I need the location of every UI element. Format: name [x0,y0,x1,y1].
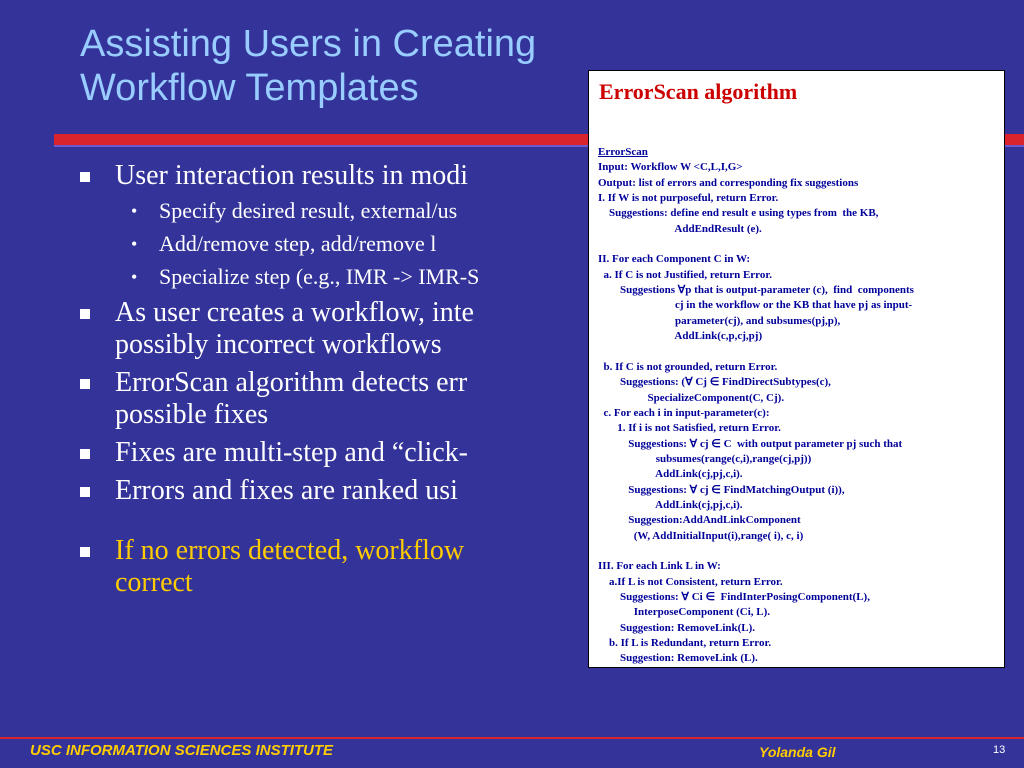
algo-line: Suggestions ∀p that is output-parameter (c), find components [620,284,914,297]
bullet-text: If no errors detected, workflow [115,535,465,566]
algo-line: AddLink(c,p,cj,pj) [674,330,763,343]
footer-institute: USC INFORMATION SCIENCES INSTITUTE [30,742,334,759]
dot-bullet-icon: • [131,267,138,287]
algo-line: Suggestions: ∀ cj ∈ C with output parameter pj such that [628,437,903,450]
dot-bullet-icon: • [131,234,138,254]
algo-line: Suggestions: ∀ cj ∈ FindMatchingOutput (i)), [628,483,845,496]
square-bullet-icon [80,449,90,459]
square-bullet-icon [80,487,90,497]
algo-line: c. For each i in input-parameter(c): [603,406,770,419]
algo-line: II. For each Component C in W: [598,253,751,266]
algo-line: (W, AddInitialInput(i),range( i), c, i) [633,529,804,542]
square-bullet-icon [80,309,90,319]
algo-line: 1. If i is not Satisfied, return Error. [617,422,781,435]
algo-line: AddLink(cj,pj,c,i). [655,498,743,511]
algo-line: AddLink(cj,pj,c,i). [655,468,743,481]
algo-line: Suggestions: define end result e using types from the KB, [609,207,879,220]
algo-line: SpecializeComponent(C, Cj). [647,391,785,404]
algo-line: b. If L is Redundant, return Error. [609,637,772,649]
algo-line: a. If C is not Justified, return Error. [603,268,772,281]
algorithm-title: ErrorScan algorithm [599,79,798,104]
algo-line: a.If L is not Consistent, return Error. [609,575,783,588]
algo-line: InterposeComponent (Ci, L). [633,606,771,619]
algo-line: b. If C is not grounded, return Error. [603,360,778,373]
bullet-text: User interaction results in modi [115,160,469,191]
algo-line: parameter(cj), and subsumes(pj,p), [675,314,841,327]
algo-line: Output: list of errors and corresponding fix suggestions [598,176,859,189]
algo-line: ErrorScan [598,146,648,158]
algo-line: Suggestion: RemoveLink (L). [620,652,758,665]
algo-line: III. For each Link L in W: [598,560,721,573]
algo-line: Suggestion:AddAndLinkComponent [628,514,801,527]
algorithm-box [588,70,1005,668]
slide-title: Assisting Users in Creating Workflow Templates [80,23,537,109]
dot-bullet-icon: • [131,201,138,221]
bullet-text-continuation: correct [115,567,193,598]
square-bullet-icon [80,172,90,182]
algo-line: Suggestions: (∀ Cj ∈ FindDirectSubtypes(c), [620,376,831,389]
algorithm-listing [598,145,998,667]
algo-line: I. If W is not purposeful, return Error. [598,192,779,205]
footer-divider [0,737,1024,739]
algo-line: AddEndResult (e). [674,222,762,235]
bullet-text-continuation: possible fixes [115,399,269,430]
bullet-text: Fixes are multi-step and “click- [115,437,468,468]
square-bullet-icon [80,379,90,389]
footer-author: Yolanda Gil [759,744,836,760]
bullet-text: ErrorScan algorithm detects err [115,367,468,398]
sub-bullet-text: Specialize step (e.g., IMR -> IMR-S [159,264,480,289]
sub-bullet-text: Specify desired result, external/us [159,198,458,223]
bullet-text: Errors and fixes are ranked usi [115,475,458,506]
algo-line: Suggestions: ∀ Ci ∈ FindInterPosingComponent(L), [620,590,870,603]
square-bullet-icon [80,547,90,557]
bullet-text-continuation: possibly incorrect workflows [115,329,442,360]
sub-bullet-text: Add/remove step, add/remove l [159,231,437,256]
bullet-text: As user creates a workflow, inte [115,297,474,328]
algo-line: Suggestion: RemoveLink(L). [620,621,756,634]
algo-line: cj in the workflow or the KB that have pj as input- [675,299,913,312]
page-number: 13 [993,744,1006,756]
algo-line: Input: Workflow W <C,L,I,G> [598,161,743,174]
algo-line: subsumes(range(c,i),range(cj,pj)) [655,452,812,465]
